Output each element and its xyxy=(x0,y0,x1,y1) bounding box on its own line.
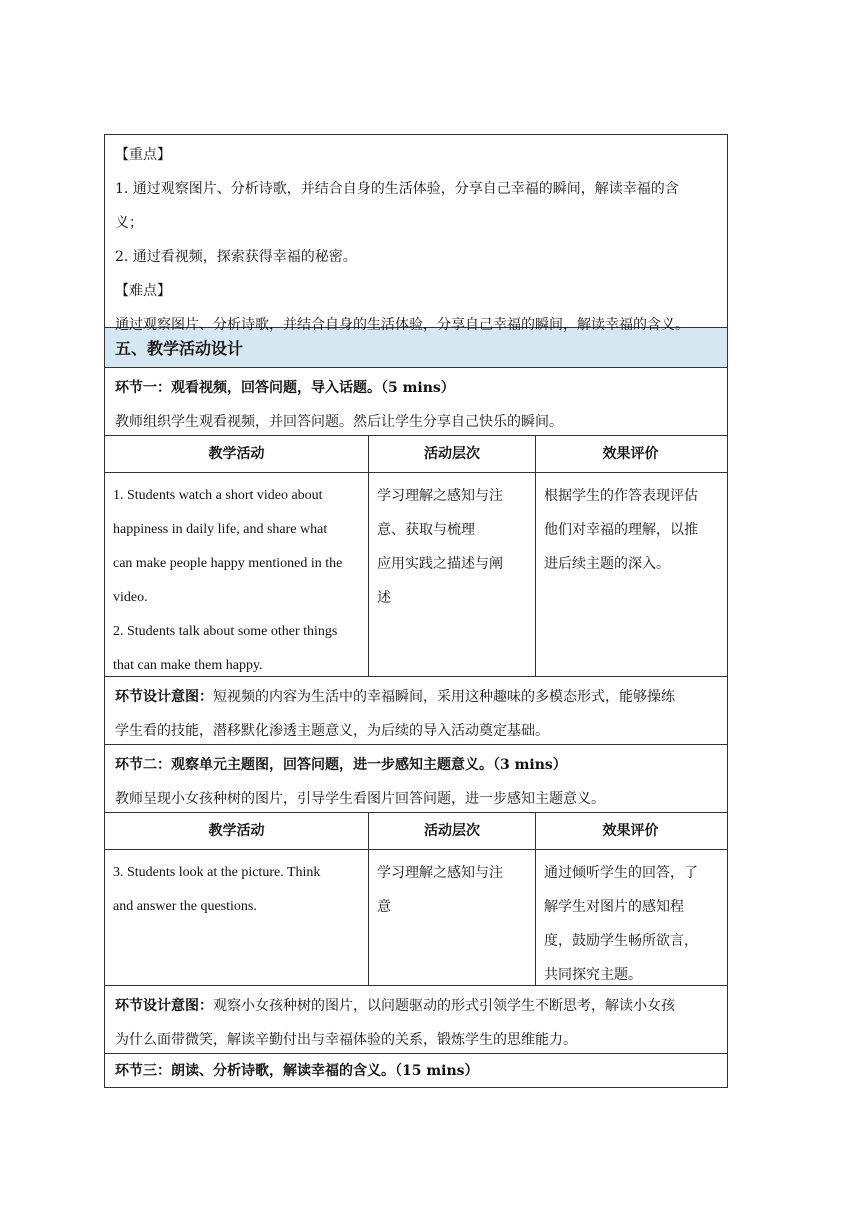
activity-line: 3. Students look at the picture. Think xyxy=(113,865,321,880)
step2-activity-cell xyxy=(105,850,369,985)
header-activity: 教学活动 xyxy=(105,436,369,472)
difficulty-label: 【难点】 xyxy=(115,283,171,299)
activity-line: can make people happy mentioned in the xyxy=(113,556,343,571)
step3-header xyxy=(105,1054,727,1088)
step2-level-cell xyxy=(369,850,536,985)
intent-text: 学生看的技能，潜移默化渗透主题意义，为后续的导入活动奠定基础。 xyxy=(115,723,549,739)
eval-line: 共同探究主题。 xyxy=(544,967,642,983)
level-line: 学习理解之感知与注 xyxy=(377,865,503,881)
step1-desc: 教师组织学生观看视频，并回答问题。然后让学生分享自己快乐的瞬间。 xyxy=(115,414,563,430)
step1-activity-cell xyxy=(105,473,369,676)
level-line: 意 xyxy=(377,899,391,915)
step2-table-header xyxy=(105,813,727,850)
eval-line: 解学生对图片的感知程 xyxy=(544,899,684,915)
step1-header xyxy=(105,368,727,436)
eval-line: 度，鼓励学生畅所欲言， xyxy=(544,933,698,949)
activity-line: and answer the questions. xyxy=(113,899,257,914)
level-line: 应用实践之描述与阐 xyxy=(377,556,503,572)
level-line: 意、获取与梳理 xyxy=(377,522,475,538)
focus-item: 1. 通过观察图片、分析诗歌，并结合自身的生活体验，分享自己幸福的瞬间，解读幸福的含 xyxy=(115,181,679,197)
step1-table-row xyxy=(105,473,727,677)
difficulty-text: 通过观察图片、分析诗歌，并结合自身的生活体验，分享自己幸福的瞬间，解读幸福的含义。 xyxy=(115,317,689,333)
level-line: 述 xyxy=(377,590,391,606)
eval-line: 进后续主题的深入。 xyxy=(544,556,670,572)
lesson-plan-table xyxy=(104,134,728,1088)
intent-label: 环节设计意图： xyxy=(115,689,213,705)
step1-eval-cell xyxy=(536,473,725,676)
step2-intent xyxy=(105,986,727,1054)
eval-line: 通过倾听学生的回答，了 xyxy=(544,865,698,881)
level-line: 学习理解之感知与注 xyxy=(377,488,503,504)
header-evaluation: 效果评价 xyxy=(602,446,659,462)
intent-label: 环节设计意图： xyxy=(115,998,213,1014)
intent-text: 观察小女孩种树的图片，以问题驱动的形式引领学生不断思考，解读小女孩 xyxy=(213,998,675,1014)
step1-table-header xyxy=(105,436,727,473)
section-title: 五、教学活动设计 xyxy=(115,339,244,358)
eval-line: 根据学生的作答表现评估 xyxy=(544,488,698,504)
header-level: 活动层次 xyxy=(369,436,536,472)
step1-title: 环节一：观看视频，回答问题，导入话题。（5 mins） xyxy=(115,380,455,396)
step1-intent xyxy=(105,677,727,745)
step2-table-row xyxy=(105,850,727,986)
focus-item: 2. 通过看视频，探索获得幸福的秘密。 xyxy=(115,249,357,265)
header-activity: 教学活动 xyxy=(105,813,369,849)
focus-label: 【重点】 xyxy=(115,147,171,163)
focus-section xyxy=(105,134,727,333)
step3-title: 环节三：朗读、分析诗歌，解读幸福的含义。（15 mins） xyxy=(115,1063,479,1079)
intent-text: 短视频的内容为生活中的幸福瞬间，采用这种趣味的多模态形式，能够操练 xyxy=(213,689,675,705)
header-evaluation: 效果评价 xyxy=(602,823,659,839)
activity-line: video. xyxy=(113,590,148,605)
activity-line: happiness in daily life, and share what xyxy=(113,522,328,537)
eval-line: 他们对幸福的理解，以推 xyxy=(544,522,698,538)
activity-line: 2. Students talk about some other things xyxy=(113,624,338,639)
activity-line: that can make them happy. xyxy=(113,658,263,673)
step2-desc: 教师呈现小女孩种树的图片，引导学生看图片回答问题，进一步感知主题意义。 xyxy=(115,791,605,807)
step1-level-cell xyxy=(369,473,536,676)
step2-title: 环节二：观察单元主题图，回答问题，进一步感知主题意义。（3 mins） xyxy=(115,757,567,773)
step2-eval-cell xyxy=(536,850,725,985)
step2-header xyxy=(105,745,727,813)
activity-line: 1. Students watch a short video about xyxy=(113,488,323,503)
intent-text: 为什么面带微笑，解读辛勤付出与幸福体验的关系，锻炼学生的思维能力。 xyxy=(115,1032,577,1048)
header-level: 活动层次 xyxy=(369,813,536,849)
focus-item: 义； xyxy=(115,215,143,231)
